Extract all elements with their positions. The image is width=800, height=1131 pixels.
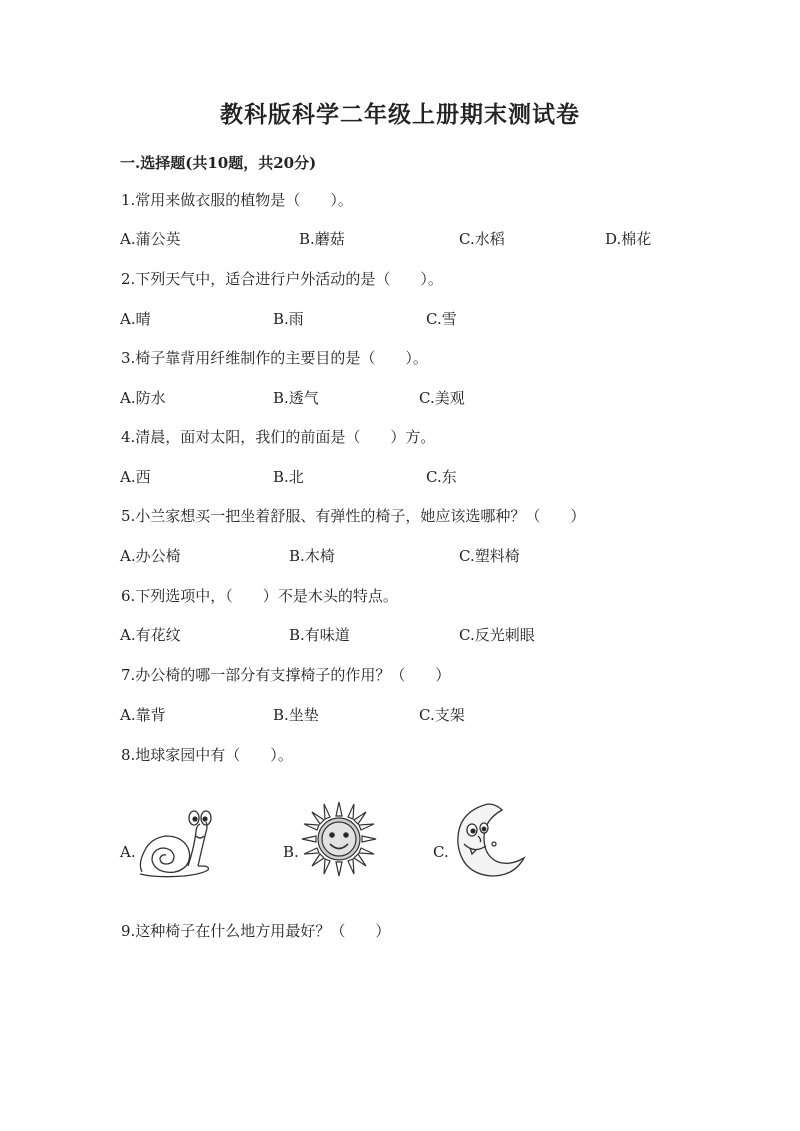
q3-option-a[interactable]: A.防水: [120, 389, 166, 407]
q6-option-a[interactable]: A.有花纹: [120, 626, 181, 644]
question-9: 9.这种椅子在什么地方用最好？（ ）: [121, 922, 391, 940]
q1-option-a[interactable]: A.蒲公英: [120, 230, 181, 248]
question-1: 1.常用来做衣服的植物是（ ）。: [121, 191, 353, 209]
q7-option-c[interactable]: C.支架: [419, 706, 465, 724]
q8-option-a[interactable]: A.: [120, 843, 136, 861]
q2-option-c[interactable]: C.雪: [426, 310, 457, 328]
q6-option-c[interactable]: C.反光刺眼: [459, 626, 535, 644]
moon-icon[interactable]: [450, 800, 526, 880]
q7-option-a[interactable]: A.靠背: [120, 706, 166, 724]
q8-option-b[interactable]: B.: [283, 843, 299, 861]
q4-option-a[interactable]: A.西: [120, 468, 151, 486]
sun-icon[interactable]: [300, 800, 378, 878]
q7-option-b[interactable]: B.坐垫: [273, 706, 319, 724]
q1-option-b[interactable]: B.蘑菇: [299, 230, 345, 248]
question-2: 2.下列天气中，适合进行户外活动的是（ ）。: [121, 270, 443, 288]
question-4: 4.清晨，面对太阳，我们的前面是（ ）方。: [121, 428, 436, 446]
q6-option-b[interactable]: B.有味道: [289, 626, 350, 644]
q1-option-d[interactable]: D.棉花: [605, 230, 652, 248]
q3-option-c[interactable]: C.美观: [419, 389, 465, 407]
q2-option-a[interactable]: A.晴: [120, 310, 151, 328]
q1-option-c[interactable]: C.水稻: [459, 230, 505, 248]
q5-option-b[interactable]: B.木椅: [289, 547, 335, 565]
question-6: 6.下列选项中，（ ）不是木头的特点。: [121, 587, 398, 605]
section-heading: 一.选择题(共10题，共20分): [120, 154, 317, 172]
question-3: 3.椅子靠背用纤维制作的主要目的是（ ）。: [121, 349, 428, 367]
question-8: 8.地球家园中有（ ）。: [121, 746, 293, 764]
q3-option-b[interactable]: B.透气: [273, 389, 319, 407]
page-title: 教科版科学二年级上册期末测试卷: [220, 101, 580, 128]
q4-option-c[interactable]: C.东: [426, 468, 457, 486]
question-7: 7.办公椅的哪一部分有支撑椅子的作用？（ ）: [121, 666, 451, 684]
q5-option-a[interactable]: A.办公椅: [120, 547, 181, 565]
q8-option-c[interactable]: C.: [433, 843, 449, 861]
snail-icon[interactable]: [136, 808, 216, 880]
q5-option-c[interactable]: C.塑料椅: [459, 547, 520, 565]
question-5: 5.小兰家想买一把坐着舒服、有弹性的椅子，她应该选哪种？（ ）: [121, 507, 586, 525]
q2-option-b[interactable]: B.雨: [273, 310, 304, 328]
q4-option-b[interactable]: B.北: [273, 468, 304, 486]
